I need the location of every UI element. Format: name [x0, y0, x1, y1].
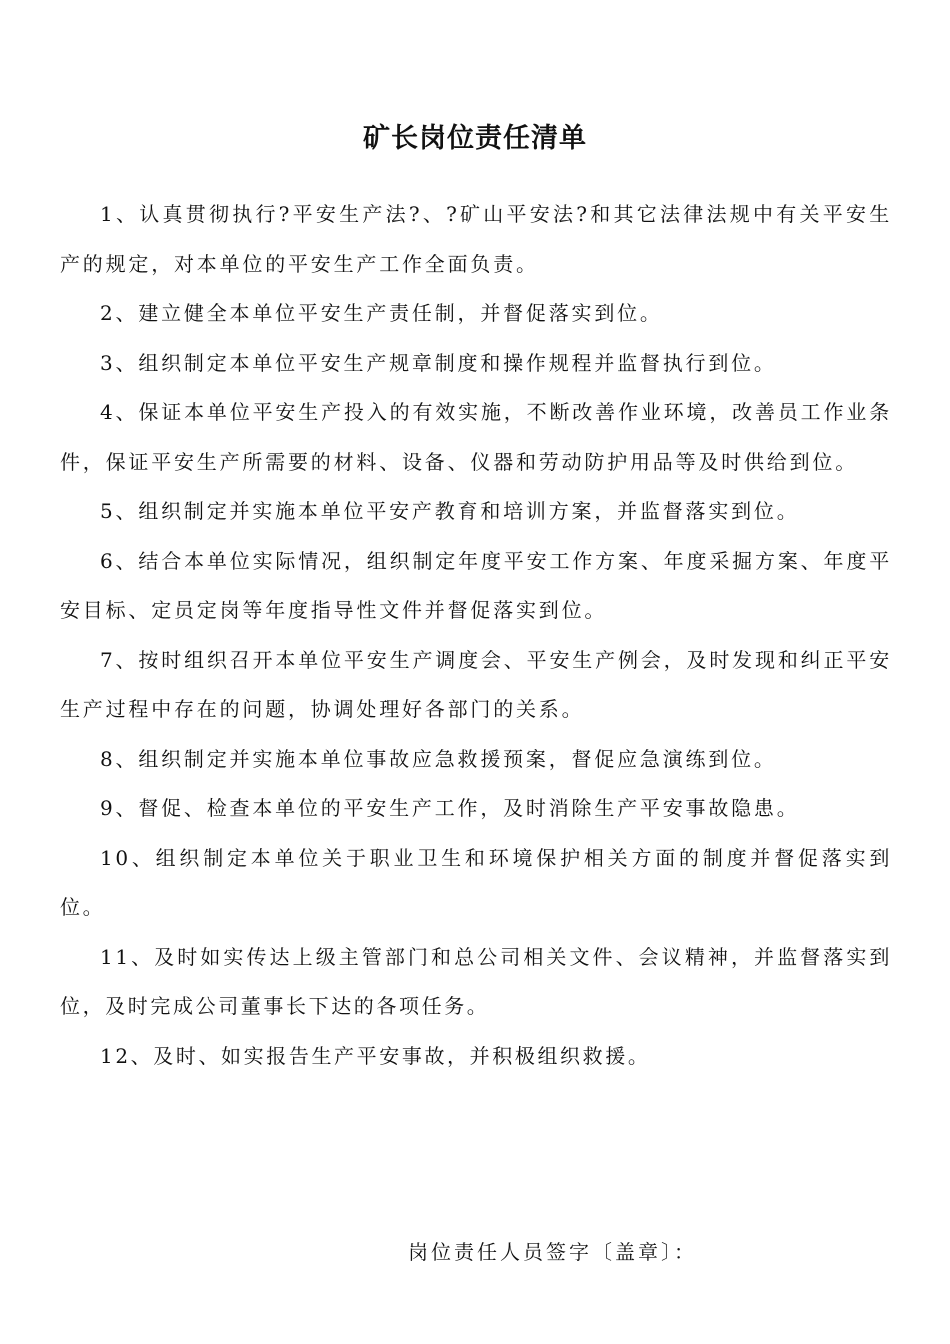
list-item: 11、及时如实传达上级主管部门和总公司相关文件、会议精神，并监督落实到位，及时完成公司董事长下达的各项任务。: [60, 944, 892, 1018]
list-item: 7、按时组织召开本单位平安生产调度会、平安生产例会，及时发现和纠正平安生产过程中存在的问题，协调处理好各部门的关系。: [60, 647, 892, 721]
responsibility-list: [60, 190, 892, 1081]
list-item: 8、组织制定并实施本单位事故应急救援预案，督促应急演练到位。: [100, 746, 777, 771]
list-item: 6、结合本单位实际情况，组织制定年度平安工作方案、年度采掘方案、年度平安目标、定员定岗等年度指导性文件并督促落实到位。: [60, 548, 892, 622]
list-item: 4、保证本单位平安生产投入的有效实施，不断改善作业环境，改善员工作业条件，保证平安生产所需要的材料、设备、仪器和劳动防护用品等及时供给到位。: [60, 400, 892, 474]
signature-label: 岗位责任人员签字〔盖章〕：: [408, 1240, 697, 1264]
document-title: 矿长岗位责任清单: [363, 123, 587, 154]
list-item: 10、组织制定本单位关于职业卫生和环境保护相关方面的制度并督促落实到位。: [60, 845, 892, 919]
list-item: 9、督促、检查本单位的平安生产工作，及时消除生产平安事故隐患。: [100, 796, 800, 820]
list-item: 5、组织制定并实施本单位平安产教育和培训方案，并监督落实到位。: [100, 499, 800, 523]
list-item: 12、及时、如实报告生产平安事故，并积极组织救援。: [100, 1043, 651, 1068]
list-item: 1、认真贯彻执行?平安生产法?、?矿山平安法?和其它法律法规中有关平安生产的规定，对本单位的平安生产工作全面负责。: [60, 202, 892, 276]
list-item: 2、建立健全本单位平安生产责任制，并督促落实到位。: [100, 301, 663, 325]
list-item: 3、组织制定本单位平安生产规章制度和操作规程并监督执行到位。: [100, 350, 777, 375]
